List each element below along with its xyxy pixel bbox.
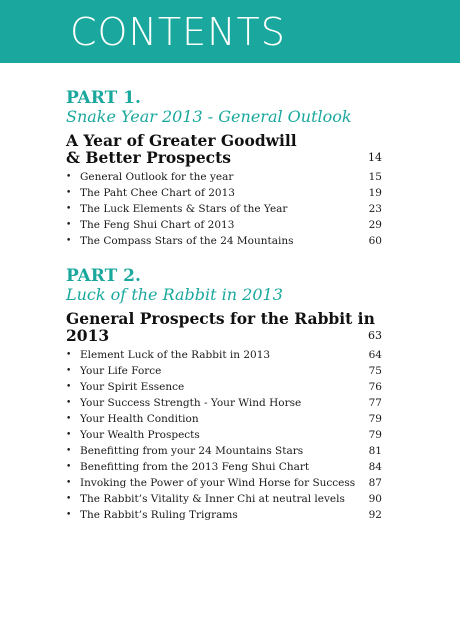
bullet-icon: • xyxy=(66,366,72,376)
toc-entry[interactable] xyxy=(66,233,382,249)
entry-page: 79 xyxy=(368,429,382,441)
entry-page: 15 xyxy=(368,171,382,183)
header-banner xyxy=(0,0,460,63)
toc-entry[interactable] xyxy=(66,185,382,201)
part-subtitle: Luck of the Rabbit in 2013 xyxy=(66,285,283,304)
entry-list xyxy=(66,169,382,249)
bullet-icon: • xyxy=(66,172,72,182)
section-heading-line-2: & Better Prospects xyxy=(66,148,232,167)
toc-entry[interactable] xyxy=(66,491,382,507)
toc-entry[interactable] xyxy=(66,347,382,363)
entry-page: 81 xyxy=(368,445,382,457)
entry-title: The Paht Chee Chart of 2013 xyxy=(80,187,235,199)
bullet-icon: • xyxy=(66,494,72,504)
bullet-icon: • xyxy=(66,350,72,360)
bullet-icon: • xyxy=(66,478,72,488)
toc-entry[interactable] xyxy=(66,427,382,443)
toc-entry[interactable] xyxy=(66,363,382,379)
bullet-icon: • xyxy=(66,204,72,214)
part-label: PART 2. xyxy=(66,266,141,286)
toc-entry[interactable] xyxy=(66,507,382,523)
entry-title: General Outlook for the year xyxy=(80,171,234,183)
toc-entry[interactable] xyxy=(66,169,382,185)
bullet-icon: • xyxy=(66,462,72,472)
entry-title: Benefitting from your 24 Mountains Stars xyxy=(80,445,304,457)
toc-entry[interactable] xyxy=(66,395,382,411)
bullet-icon: • xyxy=(66,188,72,198)
entry-title: The Luck Elements & Stars of the Year xyxy=(80,203,288,215)
entry-title: The Rabbit’s Vitality & Inner Chi at neutral levels xyxy=(80,493,345,505)
entry-list xyxy=(66,347,382,523)
toc-entry[interactable] xyxy=(66,459,382,475)
entry-title: Your Health Condition xyxy=(80,413,199,425)
section-heading-line-1: General Prospects for the Rabbit in 2013 xyxy=(66,309,375,345)
entry-title: The Rabbit’s Ruling Trigrams xyxy=(80,509,238,521)
bullet-icon: • xyxy=(66,430,72,440)
part-subtitle: Snake Year 2013 - General Outlook xyxy=(66,107,352,126)
entry-title: The Compass Stars of the 24 Mountains xyxy=(80,235,294,247)
entry-page: 19 xyxy=(368,187,382,199)
entry-title: Your Spirit Essence xyxy=(80,381,185,393)
toc-entry[interactable] xyxy=(66,475,382,491)
section-page-number: 63 xyxy=(368,329,382,342)
bullet-icon: • xyxy=(66,398,72,408)
toc-entry[interactable] xyxy=(66,217,382,233)
part-2 xyxy=(66,266,382,523)
bullet-icon: • xyxy=(66,414,72,424)
toc-entry[interactable] xyxy=(66,379,382,395)
entry-title: Benefitting from the 2013 Feng Shui Chart xyxy=(80,461,310,473)
entry-title: The Feng Shui Chart of 2013 xyxy=(80,219,235,231)
toc-entry[interactable] xyxy=(66,201,382,217)
entry-page: 92 xyxy=(368,509,382,521)
section-heading xyxy=(66,310,382,344)
part-1 xyxy=(66,88,382,249)
entry-page: 75 xyxy=(368,365,382,377)
toc-entry[interactable] xyxy=(66,411,382,427)
entry-title: Invoking the Power of your Wind Horse for Success xyxy=(80,477,356,489)
bullet-icon: • xyxy=(66,446,72,456)
section-page-number: 14 xyxy=(368,151,382,164)
entry-page: 87 xyxy=(368,477,382,489)
entry-page: 79 xyxy=(368,413,382,425)
part-label: PART 1. xyxy=(66,88,141,108)
entry-title: Element Luck of the Rabbit in 2013 xyxy=(80,349,271,361)
toc-entry[interactable] xyxy=(66,443,382,459)
entry-page: 29 xyxy=(368,219,382,231)
entry-title: Your Life Force xyxy=(80,365,162,377)
section-heading xyxy=(66,132,382,166)
entry-page: 77 xyxy=(368,397,382,409)
bullet-icon: • xyxy=(66,220,72,230)
entry-page: 64 xyxy=(368,349,382,361)
entry-page: 84 xyxy=(368,461,382,473)
entry-page: 76 xyxy=(368,381,382,393)
entry-page: 90 xyxy=(368,493,382,505)
entry-title: Your Success Strength - Your Wind Horse xyxy=(80,397,302,409)
bullet-icon: • xyxy=(66,510,72,520)
bullet-icon: • xyxy=(66,236,72,246)
bullet-icon: • xyxy=(66,382,72,392)
entry-page: 60 xyxy=(368,235,382,247)
entry-title: Your Wealth Prospects xyxy=(80,429,200,441)
entry-page: 23 xyxy=(368,203,382,215)
page-title: CONTENTS xyxy=(70,10,286,54)
section-heading-line-1: A Year of Greater Goodwill xyxy=(66,131,297,150)
